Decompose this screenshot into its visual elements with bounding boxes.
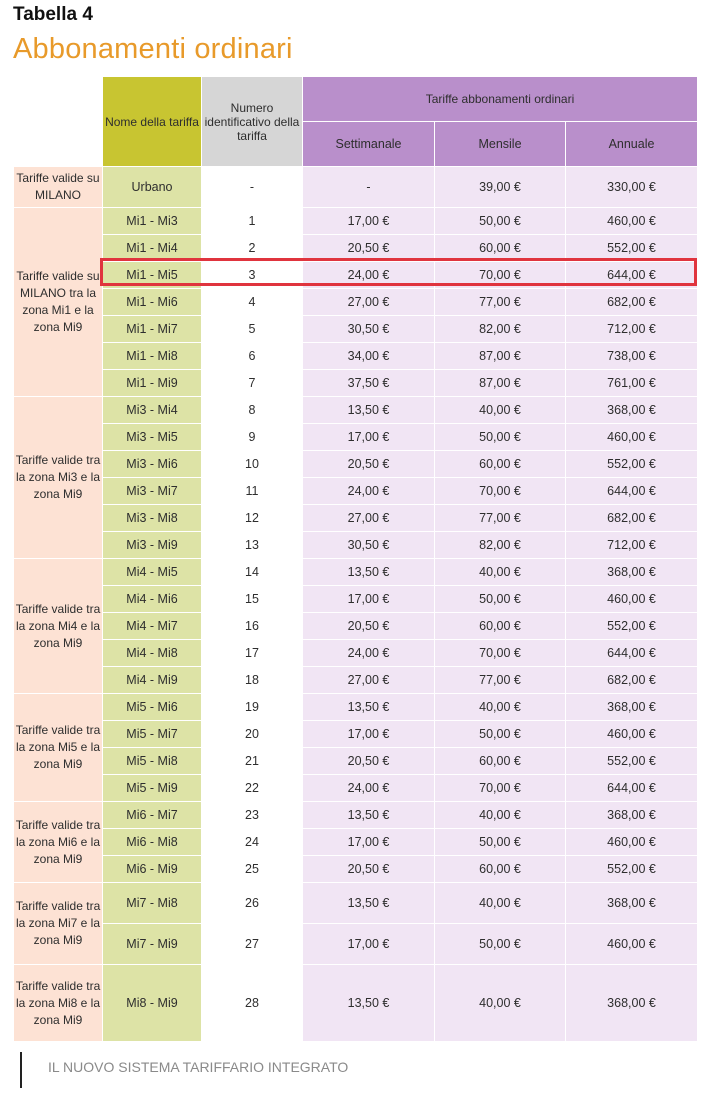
weekly-price: 13,50 € [303,397,435,424]
fare-id: 14 [202,559,303,586]
table-row [14,924,698,965]
table-row [14,775,698,802]
fare-name: Mi4 - Mi5 [103,559,202,586]
annual-price: 368,00 € [566,883,698,924]
weekly-price: 34,00 € [303,343,435,370]
monthly-price: 40,00 € [435,694,566,721]
monthly-price: 60,00 € [435,613,566,640]
fare-name: Mi4 - Mi6 [103,586,202,613]
monthly-price: 50,00 € [435,586,566,613]
weekly-price: 20,50 € [303,748,435,775]
table-row [14,586,698,613]
page-title: Abbonamenti ordinari [13,33,293,65]
header-empty-cell [14,77,103,167]
weekly-price: 27,00 € [303,289,435,316]
weekly-price: 24,00 € [303,775,435,802]
fare-name: Mi6 - Mi8 [103,829,202,856]
weekly-price: 24,00 € [303,262,435,289]
weekly-price: 30,50 € [303,532,435,559]
fare-id: 12 [202,505,303,532]
monthly-price: 50,00 € [435,208,566,235]
fare-id: 8 [202,397,303,424]
group-label: Tariffe valide tra la zona Mi5 e la zona Mi9 [14,694,103,802]
fare-name: Mi1 - Mi8 [103,343,202,370]
annual-price: 330,00 € [566,167,698,208]
fare-name: Mi6 - Mi9 [103,856,202,883]
fare-name: Mi1 - Mi9 [103,370,202,397]
annual-price: 368,00 € [566,559,698,586]
monthly-price: 82,00 € [435,316,566,343]
annual-price: 460,00 € [566,424,698,451]
annual-price: 368,00 € [566,694,698,721]
weekly-price: 13,50 € [303,965,435,1042]
weekly-price: 20,50 € [303,235,435,262]
table-row [14,208,698,235]
fare-name: Mi5 - Mi7 [103,721,202,748]
annual-price: 552,00 € [566,235,698,262]
monthly-price: 50,00 € [435,721,566,748]
weekly-price: 17,00 € [303,424,435,451]
weekly-price: 17,00 € [303,208,435,235]
monthly-price: 40,00 € [435,883,566,924]
weekly-price: 13,50 € [303,694,435,721]
table-row [14,397,698,424]
annual-price: 682,00 € [566,667,698,694]
monthly-price: 50,00 € [435,424,566,451]
annual-price: 460,00 € [566,721,698,748]
fare-id: 3 [202,262,303,289]
fare-name: Mi3 - Mi5 [103,424,202,451]
fare-id: 16 [202,613,303,640]
weekly-price: - [303,167,435,208]
fare-id: 7 [202,370,303,397]
monthly-price: 50,00 € [435,829,566,856]
table-row [14,802,698,829]
fare-id: 23 [202,802,303,829]
footer-text: IL NUOVO SISTEMA TARIFFARIO INTEGRATO [48,1059,349,1075]
weekly-price: 20,50 € [303,451,435,478]
fare-name: Mi3 - Mi4 [103,397,202,424]
annual-price: 761,00 € [566,370,698,397]
group-label: Tariffe valide tra la zona Mi4 e la zona Mi9 [14,559,103,694]
monthly-price: 40,00 € [435,559,566,586]
annual-price: 552,00 € [566,613,698,640]
table-row [14,694,698,721]
fare-name: Mi7 - Mi9 [103,924,202,965]
fare-id: 24 [202,829,303,856]
table-row [14,289,698,316]
fare-name: Mi1 - Mi3 [103,208,202,235]
table-row [14,748,698,775]
monthly-price: 70,00 € [435,478,566,505]
table-row [14,505,698,532]
monthly-price: 82,00 € [435,532,566,559]
weekly-price: 17,00 € [303,721,435,748]
group-label: Tariffe valide tra la zona Mi8 e la zona Mi9 [14,965,103,1042]
fare-name: Mi7 - Mi8 [103,883,202,924]
annual-price: 644,00 € [566,640,698,667]
fare-name: Mi4 - Mi8 [103,640,202,667]
table-row [14,856,698,883]
table-row [14,343,698,370]
monthly-price: 77,00 € [435,667,566,694]
monthly-price: 39,00 € [435,167,566,208]
monthly-price: 70,00 € [435,640,566,667]
fares-table [13,76,698,1042]
table-row [14,965,698,1042]
weekly-price: 24,00 € [303,640,435,667]
table-row [14,829,698,856]
weekly-price: 37,50 € [303,370,435,397]
table-row [14,532,698,559]
weekly-price: 17,00 € [303,586,435,613]
weekly-price: 20,50 € [303,856,435,883]
fare-name: Mi3 - Mi8 [103,505,202,532]
fare-name: Mi5 - Mi6 [103,694,202,721]
monthly-price: 77,00 € [435,289,566,316]
monthly-price: 40,00 € [435,965,566,1042]
header-weekly: Settimanale [303,122,435,167]
table-row [14,424,698,451]
weekly-price: 13,50 € [303,883,435,924]
fare-name: Mi6 - Mi7 [103,802,202,829]
fare-id: 26 [202,883,303,924]
fare-name: Mi1 - Mi7 [103,316,202,343]
fare-id: 11 [202,478,303,505]
monthly-price: 60,00 € [435,748,566,775]
monthly-price: 50,00 € [435,924,566,965]
fare-name: Mi1 - Mi4 [103,235,202,262]
group-label: Tariffe valide tra la zona Mi6 e la zona Mi9 [14,802,103,883]
annual-price: 644,00 € [566,262,698,289]
annual-price: 460,00 € [566,586,698,613]
group-label: Tariffe valide su MILANO [14,167,103,208]
fare-name: Mi4 - Mi9 [103,667,202,694]
fare-id: 6 [202,343,303,370]
annual-price: 682,00 € [566,505,698,532]
weekly-price: 27,00 € [303,667,435,694]
table-row [14,451,698,478]
group-label: Tariffe valide su MILANO tra la zona Mi1 e la zona Mi9 [14,208,103,397]
fare-name: Mi5 - Mi9 [103,775,202,802]
fare-id: 19 [202,694,303,721]
annual-price: 712,00 € [566,532,698,559]
annual-price: 682,00 € [566,289,698,316]
weekly-price: 27,00 € [303,505,435,532]
monthly-price: 60,00 € [435,235,566,262]
fare-id: 27 [202,924,303,965]
header-monthly: Mensile [435,122,566,167]
weekly-price: 24,00 € [303,478,435,505]
table-row [14,370,698,397]
header-name: Nome della tariffa [103,77,202,167]
table-row-highlighted [14,262,698,289]
table-row [14,721,698,748]
fare-id: 22 [202,775,303,802]
fare-name: Urbano [103,167,202,208]
annual-price: 552,00 € [566,748,698,775]
fare-id: 10 [202,451,303,478]
group-label: Tariffe valide tra la zona Mi3 e la zona Mi9 [14,397,103,559]
table-row [14,883,698,924]
fare-name: Mi5 - Mi8 [103,748,202,775]
annual-price: 368,00 € [566,802,698,829]
annual-price: 552,00 € [566,856,698,883]
annual-price: 738,00 € [566,343,698,370]
group-label: Tariffe valide tra la zona Mi7 e la zona Mi9 [14,883,103,965]
annual-price: 552,00 € [566,451,698,478]
weekly-price: 30,50 € [303,316,435,343]
fare-name: Mi1 - Mi5 [103,262,202,289]
table-row [14,478,698,505]
fare-id: 5 [202,316,303,343]
monthly-price: 40,00 € [435,802,566,829]
weekly-price: 20,50 € [303,613,435,640]
weekly-price: 13,50 € [303,802,435,829]
weekly-price: 13,50 € [303,559,435,586]
annual-price: 460,00 € [566,924,698,965]
fare-name: Mi4 - Mi7 [103,613,202,640]
annual-price: 368,00 € [566,397,698,424]
fare-name: Mi3 - Mi7 [103,478,202,505]
monthly-price: 87,00 € [435,343,566,370]
table-row [14,167,698,208]
annual-price: 368,00 € [566,965,698,1042]
fare-name: Mi3 - Mi6 [103,451,202,478]
monthly-price: 60,00 € [435,856,566,883]
monthly-price: 87,00 € [435,370,566,397]
weekly-price: 17,00 € [303,829,435,856]
fare-name: Mi3 - Mi9 [103,532,202,559]
fare-id: 9 [202,424,303,451]
table-row [14,613,698,640]
fare-id: - [202,167,303,208]
fare-id: 1 [202,208,303,235]
annual-price: 644,00 € [566,478,698,505]
fare-id: 28 [202,965,303,1042]
fare-id: 21 [202,748,303,775]
weekly-price: 17,00 € [303,924,435,965]
fare-id: 17 [202,640,303,667]
table-row [14,559,698,586]
fare-id: 15 [202,586,303,613]
fare-id: 18 [202,667,303,694]
header-fares: Tariffe abbonamenti ordinari [303,77,698,122]
fare-id: 4 [202,289,303,316]
fare-id: 20 [202,721,303,748]
header-number: Numero identificativo della tariffa [202,77,303,167]
fare-id: 13 [202,532,303,559]
annual-price: 460,00 € [566,208,698,235]
annual-price: 460,00 € [566,829,698,856]
table-row [14,640,698,667]
table-row [14,235,698,262]
monthly-price: 60,00 € [435,451,566,478]
fare-id: 25 [202,856,303,883]
monthly-price: 70,00 € [435,775,566,802]
monthly-price: 70,00 € [435,262,566,289]
fare-id: 2 [202,235,303,262]
annual-price: 712,00 € [566,316,698,343]
header-annual: Annuale [566,122,698,167]
monthly-price: 40,00 € [435,397,566,424]
fare-name: Mi8 - Mi9 [103,965,202,1042]
annual-price: 644,00 € [566,775,698,802]
footer-divider [20,1052,22,1088]
table-number-label: Tabella 4 [13,4,93,25]
table-row [14,667,698,694]
fare-name: Mi1 - Mi6 [103,289,202,316]
monthly-price: 77,00 € [435,505,566,532]
table-row [14,316,698,343]
